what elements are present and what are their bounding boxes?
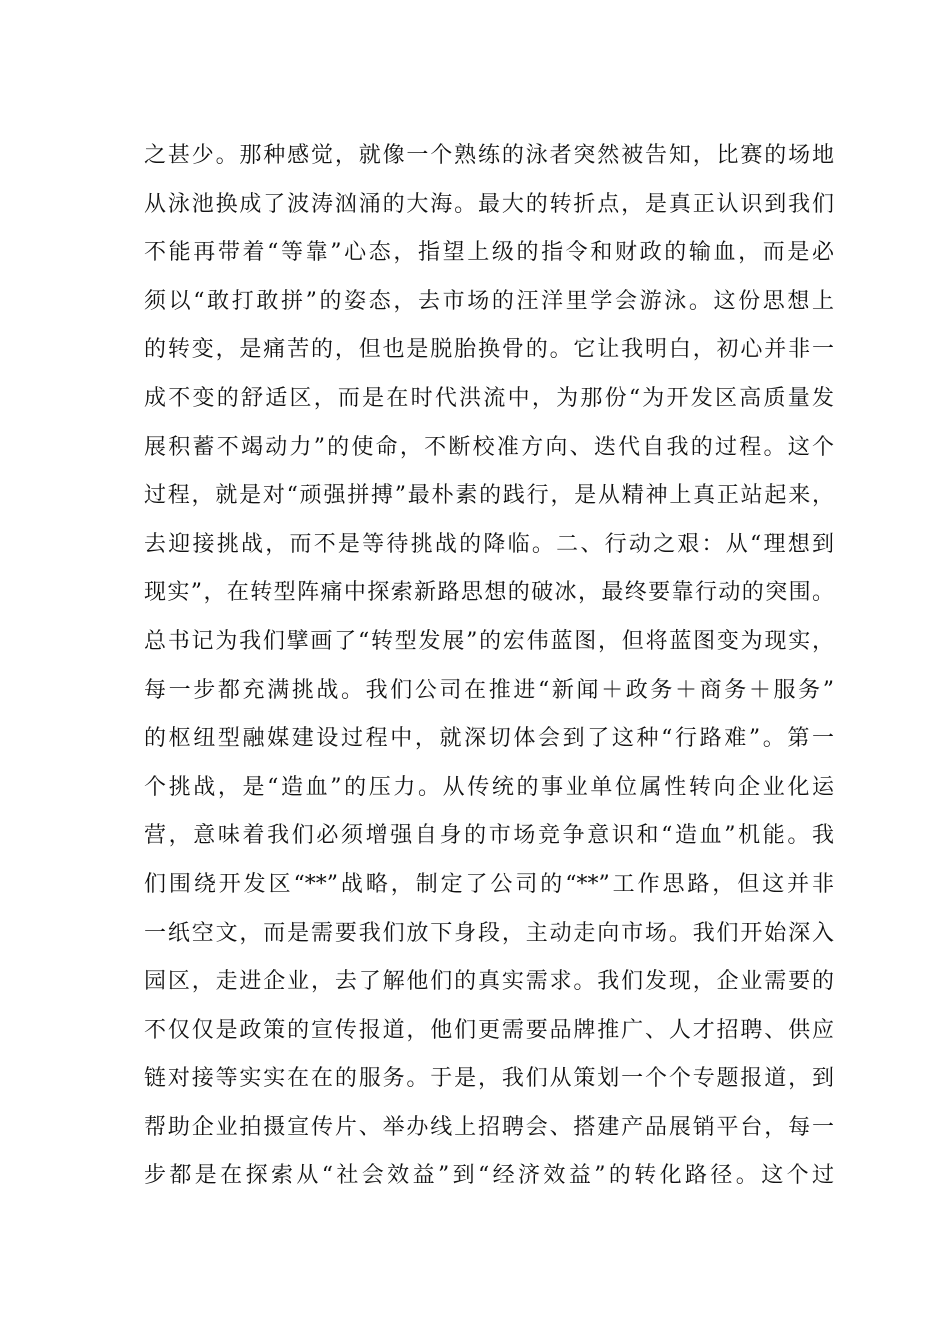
text-line: 的转变，是痛苦的，但也是脱胎换骨的。它让我明白，初心并非一 xyxy=(144,337,834,363)
text-line: 不仅仅是政策的宣传报道，他们更需要品牌推广、人才招聘、供应 xyxy=(144,1017,834,1043)
text-line: 总书记为我们擘画了“转型发展”的宏伟蓝图，但将蓝图变为现实， xyxy=(144,628,834,654)
text-line: 们围绕开发区“**”战略，制定了公司的“**”工作思路，但这并非 xyxy=(144,871,834,897)
text-line: 个挑战，是“造血”的压力。从传统的事业单位属性转向企业化运 xyxy=(144,774,834,800)
text-line: 须以“敢打敢拼”的姿态，去市场的汪洋里学会游泳。这份思想上 xyxy=(144,288,834,314)
text-line: 的枢纽型融媒建设过程中，就深切体会到了这种“行路难”。第一 xyxy=(144,726,834,752)
body-text xyxy=(144,132,834,1201)
text-line: 成不变的舒适区，而是在时代洪流中，为那份“为开发区高质量发 xyxy=(144,385,834,411)
text-line: 步都是在探索从“社会效益”到“经济效益”的转化路径。这个过 xyxy=(144,1163,834,1189)
text-line: 营，意味着我们必须增强自身的市场竞争意识和“造血”机能。我 xyxy=(144,823,834,849)
text-line: 展积蓄不竭动力”的使命，不断校准方向、迭代自我的过程。这个 xyxy=(144,434,834,460)
text-line: 一纸空文，而是需要我们放下身段，主动走向市场。我们开始深入 xyxy=(144,920,834,946)
text-line: 现实”，在转型阵痛中探索新路思想的破冰，最终要靠行动的突围。 xyxy=(144,580,834,606)
text-line: 从泳池换成了波涛汹涌的大海。最大的转折点，是真正认识到我们 xyxy=(144,191,834,217)
text-line: 去迎接挑战，而不是等待挑战的降临。二、行动之艰：从“理想到 xyxy=(144,531,834,557)
text-line: 不能再带着“等靠”心态，指望上级的指令和财政的输血，而是必 xyxy=(144,240,834,266)
text-line: 之甚少。那种感觉，就像一个熟练的泳者突然被告知，比赛的场地 xyxy=(144,143,834,168)
text-line: 每一步都充满挑战。我们公司在推进“新闻＋政务＋商务＋服务” xyxy=(144,677,834,703)
text-line: 过程，就是对“顽强拼搏”最朴素的践行，是从精神上真正站起来， xyxy=(144,483,834,509)
text-line: 帮助企业拍摄宣传片、举办线上招聘会、搭建产品展销平台，每一 xyxy=(144,1114,834,1140)
text-line: 链对接等实实在在的服务。于是，我们从策划一个个专题报道，到 xyxy=(144,1066,834,1092)
text-line: 园区，走进企业，去了解他们的真实需求。我们发现，企业需要的 xyxy=(144,969,834,995)
